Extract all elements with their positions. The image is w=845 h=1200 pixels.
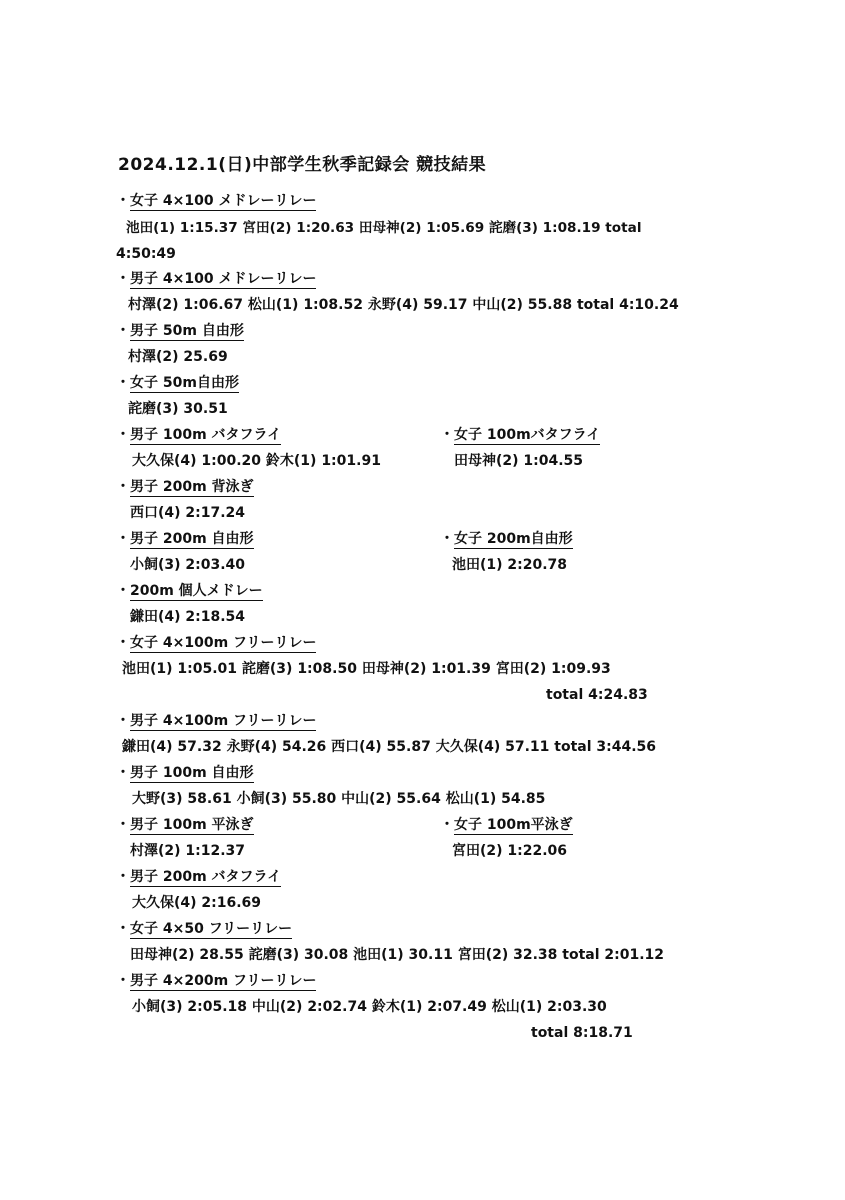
bullet: ・: [116, 921, 130, 937]
bullet: ・: [116, 973, 130, 989]
event-heading-men-200m-freestyle: [116, 530, 254, 548]
bullet: ・: [440, 817, 454, 833]
event-heading-men-4x100-medley-relay: [116, 270, 316, 288]
event-heading-text: 200m 個人メドレー: [130, 583, 263, 599]
bullet: ・: [116, 427, 130, 443]
event-result-line: 村澤(2) 1:06.67 松山(1) 1:08.52 永野(4) 59.17 中山(2) 55.88 total 4:10.24: [128, 297, 679, 313]
event-heading-text: 女子 4×100m フリーリレー: [130, 635, 317, 651]
event-result-line: 池田(1) 1:05.01 詫磨(3) 1:08.50 田母神(2) 1:01.39 宮田(2) 1:09.93: [122, 661, 611, 677]
event-heading-men-200m-backstroke: [116, 478, 254, 496]
event-heading-men-50m-freestyle: [116, 322, 244, 340]
event-heading-200m-individual-medley: [116, 582, 263, 600]
event-result-line: 大久保(4) 2:16.69: [132, 895, 262, 911]
bullet: ・: [116, 713, 130, 729]
event-heading-text: 女子 100m平泳ぎ: [454, 817, 573, 833]
event-heading-text: 男子 200m バタフライ: [130, 869, 282, 885]
bullet: ・: [116, 583, 130, 599]
event-heading-women-4x100-medley-relay: [116, 192, 316, 210]
event-result-line: 小飼(3) 2:03.40: [130, 557, 246, 573]
event-result-line: 田母神(2) 28.55 詫磨(3) 30.08 池田(1) 30.11 宮田(2) 32.38 total 2:01.12: [130, 947, 665, 963]
bullet: ・: [440, 531, 454, 547]
event-heading-women-200m-freestyle: [440, 530, 573, 548]
event-heading-men-100m-breaststroke: [116, 816, 254, 834]
event-heading-men-4x200m-free-relay: [116, 972, 316, 990]
event-result-line: 詫磨(3) 30.51: [128, 401, 228, 417]
event-heading-men-100m-butterfly: [116, 426, 281, 444]
event-heading-text: 男子 100m 自由形: [130, 765, 254, 781]
bullet: ・: [116, 479, 130, 495]
event-result-line: 鎌田(4) 57.32 永野(4) 54.26 西口(4) 55.87 大久保(4) 57.11 total 3:44.56: [122, 739, 657, 755]
event-result-total: total 8:18.71: [531, 1025, 633, 1041]
event-heading-text: 女子 50m自由形: [130, 375, 239, 391]
event-heading-text: 男子 200m 背泳ぎ: [130, 479, 254, 495]
event-heading-text: 女子 200m自由形: [454, 531, 573, 547]
bullet: ・: [116, 375, 130, 391]
bullet: ・: [116, 869, 130, 885]
event-heading-men-100m-freestyle: [116, 764, 254, 782]
event-result-line: 小飼(3) 2:05.18 中山(2) 2:02.74 鈴木(1) 2:07.49 松山(1) 2:03.30: [132, 999, 607, 1015]
event-heading-men-4x100m-free-relay: [116, 712, 316, 730]
bullet: ・: [116, 323, 130, 339]
event-result-line: 西口(4) 2:17.24: [130, 505, 246, 521]
event-heading-women-50m-freestyle: [116, 374, 239, 392]
bullet: ・: [440, 427, 454, 443]
event-result-total: total 4:24.83: [546, 687, 648, 703]
event-result-line: 田母神(2) 1:04.55: [454, 453, 584, 469]
bullet: ・: [116, 817, 130, 833]
event-heading-text: 女子 100mバタフライ: [454, 427, 601, 443]
event-heading-text: 男子 100m 平泳ぎ: [130, 817, 254, 833]
event-result-line: 鎌田(4) 2:18.54: [130, 609, 246, 625]
bullet: ・: [116, 193, 130, 209]
event-heading-women-4x100m-free-relay: [116, 634, 316, 652]
event-heading-women-4x50-free-relay: [116, 920, 292, 938]
event-heading-men-200m-butterfly: [116, 868, 281, 886]
event-heading-text: 男子 4×100 メドレーリレー: [130, 271, 317, 287]
event-result-line: 池田(1) 2:20.78: [452, 557, 568, 573]
event-heading-text: 女子 4×100 メドレーリレー: [130, 193, 317, 209]
bullet: ・: [116, 765, 130, 781]
event-result-line: 宮田(2) 1:22.06: [452, 843, 568, 859]
event-heading-women-100m-butterfly: [440, 426, 600, 444]
bullet: ・: [116, 271, 130, 287]
document-title: 2024.12.1(日)中部学生秋季記録会 競技結果: [118, 155, 487, 175]
event-heading-text: 男子 4×200m フリーリレー: [130, 973, 317, 989]
event-result-line-continued: 4:50:49: [116, 246, 176, 262]
event-result-line: 池田(1) 1:15.37 宮田(2) 1:20.63 田母神(2) 1:05.69 詫磨(3) 1:08.19 total: [126, 220, 642, 236]
event-heading-text: 女子 4×50 フリーリレー: [130, 921, 293, 937]
event-result-line: 大久保(4) 1:00.20 鈴木(1) 1:01.91: [132, 453, 381, 469]
event-result-line: 村澤(2) 1:12.37: [130, 843, 246, 859]
event-heading-text: 男子 100m バタフライ: [130, 427, 282, 443]
event-result-line: 大野(3) 58.61 小飼(3) 55.80 中山(2) 55.64 松山(1) 54.85: [132, 791, 546, 807]
event-heading-text: 男子 4×100m フリーリレー: [130, 713, 317, 729]
bullet: ・: [116, 531, 130, 547]
event-heading-text: 男子 200m 自由形: [130, 531, 254, 547]
event-heading-text: 男子 50m 自由形: [130, 323, 244, 339]
bullet: ・: [116, 635, 130, 651]
event-result-line: 村澤(2) 25.69: [128, 349, 228, 365]
event-heading-women-100m-breaststroke: [440, 816, 573, 834]
